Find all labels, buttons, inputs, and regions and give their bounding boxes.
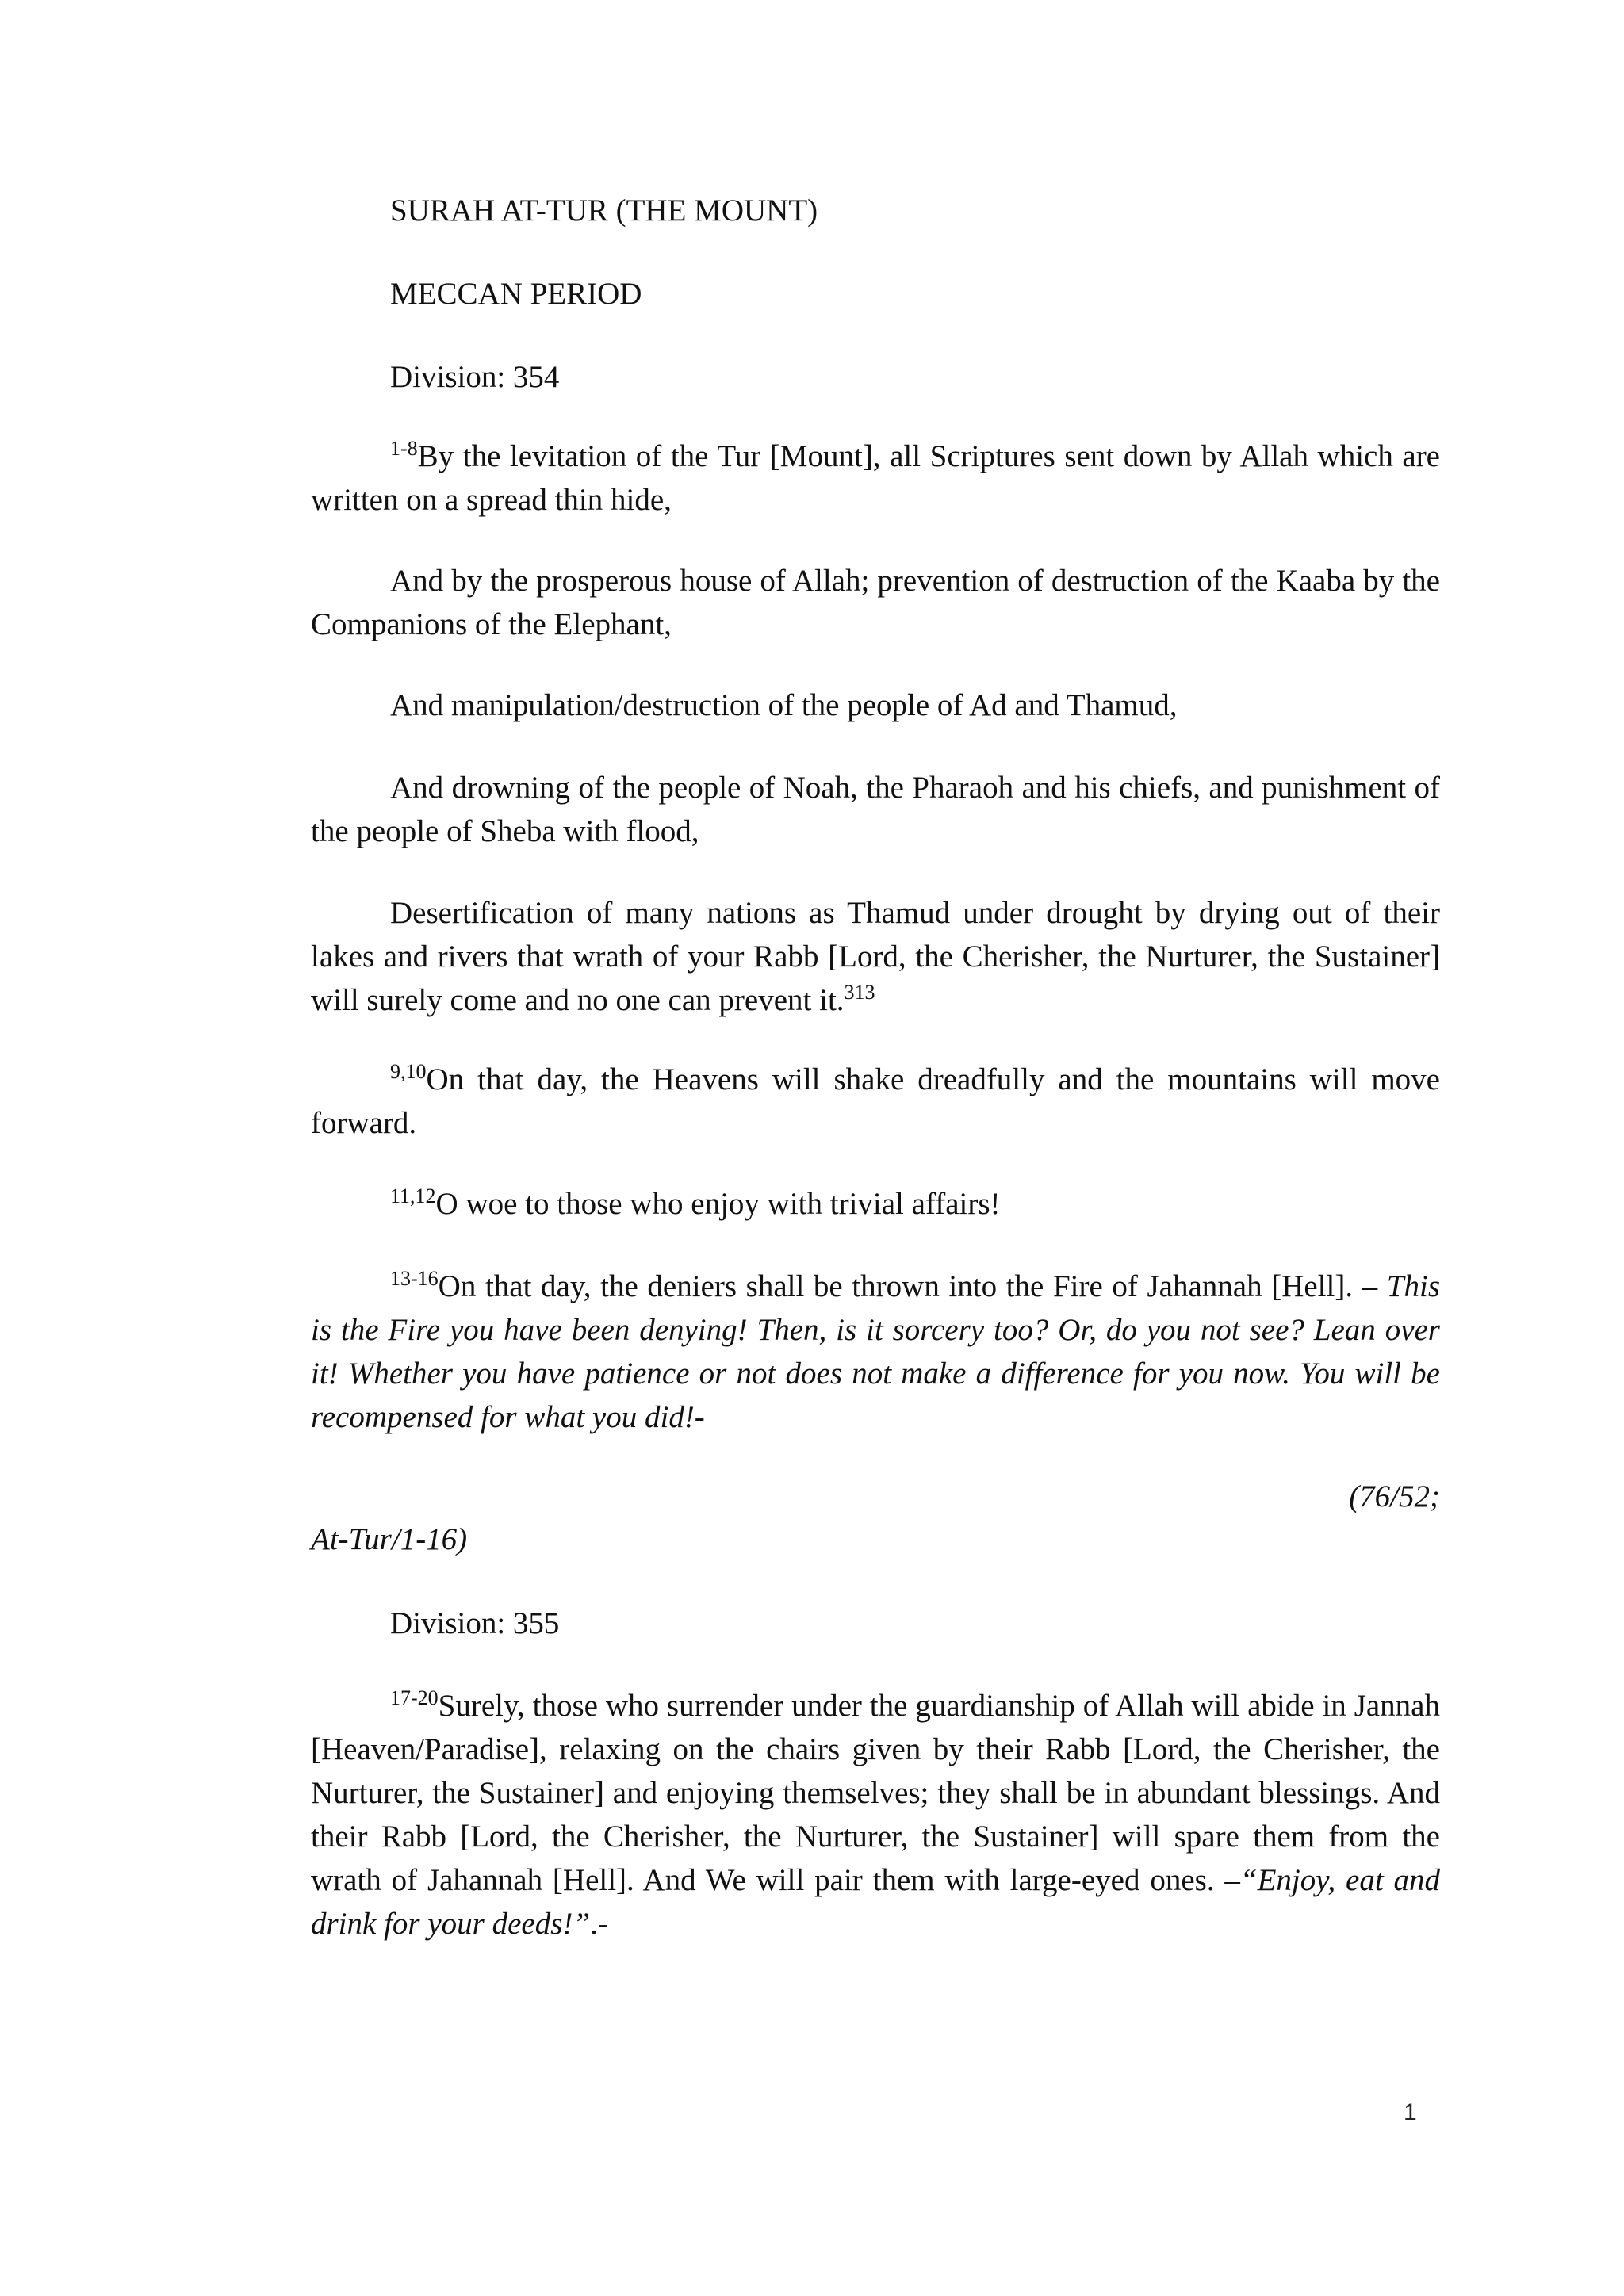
verse-number: 1-8 (390, 437, 418, 460)
verse-text: And by the prosperous house of Allah; prevention of destruction of the Kaaba by the Companions of the Elephant, (311, 564, 1440, 641)
verse-text: By the levitation of the Tur [Mount], all Scriptures sent down by Allah which are written on a spread thin hide, (311, 439, 1440, 517)
verse-text: And manipulation/destruction of the people of Ad and Thamud, (390, 688, 1178, 722)
period-heading: MECCAN PERIOD (390, 277, 642, 311)
verse-paragraph (311, 434, 1440, 522)
verse-number: 13-16 (390, 1267, 439, 1290)
reference-citation: (76/52; (1349, 1479, 1440, 1513)
verse-paragraph (311, 559, 1440, 646)
verse-paragraph (311, 766, 1440, 853)
verse-paragraph (311, 1058, 1440, 1145)
verse-quote: This is the Fire you have been denying! Then, is it sorcery too? Or, do you not see? Lean over it! Whether you have patience or not does not make a difference for you now. You will be recompensed for what you did!- (311, 1269, 1440, 1434)
verse-paragraph (311, 1265, 1440, 1439)
verse-quote: “Enjoy, eat and drink for your deeds!” (311, 1863, 1440, 1941)
division-heading: Division: 355 (390, 1606, 560, 1640)
verse-text: And drowning of the people of Noah, the Pharaoh and his chiefs, and punishment of the people of Sheba with flood, (311, 771, 1440, 848)
verse-paragraph (311, 1684, 1440, 1946)
verse-text: On that day, the Heavens will shake dreadfully and the mountains will move forward. (311, 1062, 1440, 1140)
footnote-reference: 313 (844, 981, 875, 1004)
verse-text: O woe to those who enjoy with trivial affairs! (435, 1187, 1001, 1221)
verse-text: Surely, those who surrender under the guardianship of Allah will abide in Jannah [Heaven/Paradise], relaxing on the chairs given by their Rabb [Lord, the Cherisher, the Nurturer, the Sustainer] and enjoying themselves; they shall be in abundant blessings. And their Rabb [Lord, the Cherisher, the Nurturer, the Sustainer] will spare them from the wrath of Jahannah [Hell]. And We will pair them with large-eyed ones. – (311, 1689, 1440, 1897)
surah-title: SURAH AT-TUR (THE MOUNT) (390, 193, 818, 228)
division-heading: Division: 354 (390, 360, 560, 394)
verse-paragraph (311, 1182, 1440, 1226)
verse-paragraph (311, 891, 1440, 1022)
verse-paragraph (311, 683, 1440, 727)
verse-number: 17-20 (390, 1686, 439, 1709)
verse-text-tail: .- (590, 1907, 608, 1941)
verse-text: Desertification of many nations as Thamud under drought by drying out of their lakes and rivers that wrath of your Rabb [Lord, the Cherisher, the Nurturer, the Sustainer] will surely come and no one can prevent it. (311, 896, 1440, 1017)
page-number: 1 (1404, 2099, 1417, 2126)
verse-number: 9,10 (390, 1060, 427, 1083)
verse-number: 11,12 (390, 1184, 436, 1207)
reference-citation: At-Tur/1-16) (311, 1522, 468, 1556)
verse-text: On that day, the deniers shall be thrown into the Fire of Jahannah [Hell]. – (438, 1269, 1378, 1303)
